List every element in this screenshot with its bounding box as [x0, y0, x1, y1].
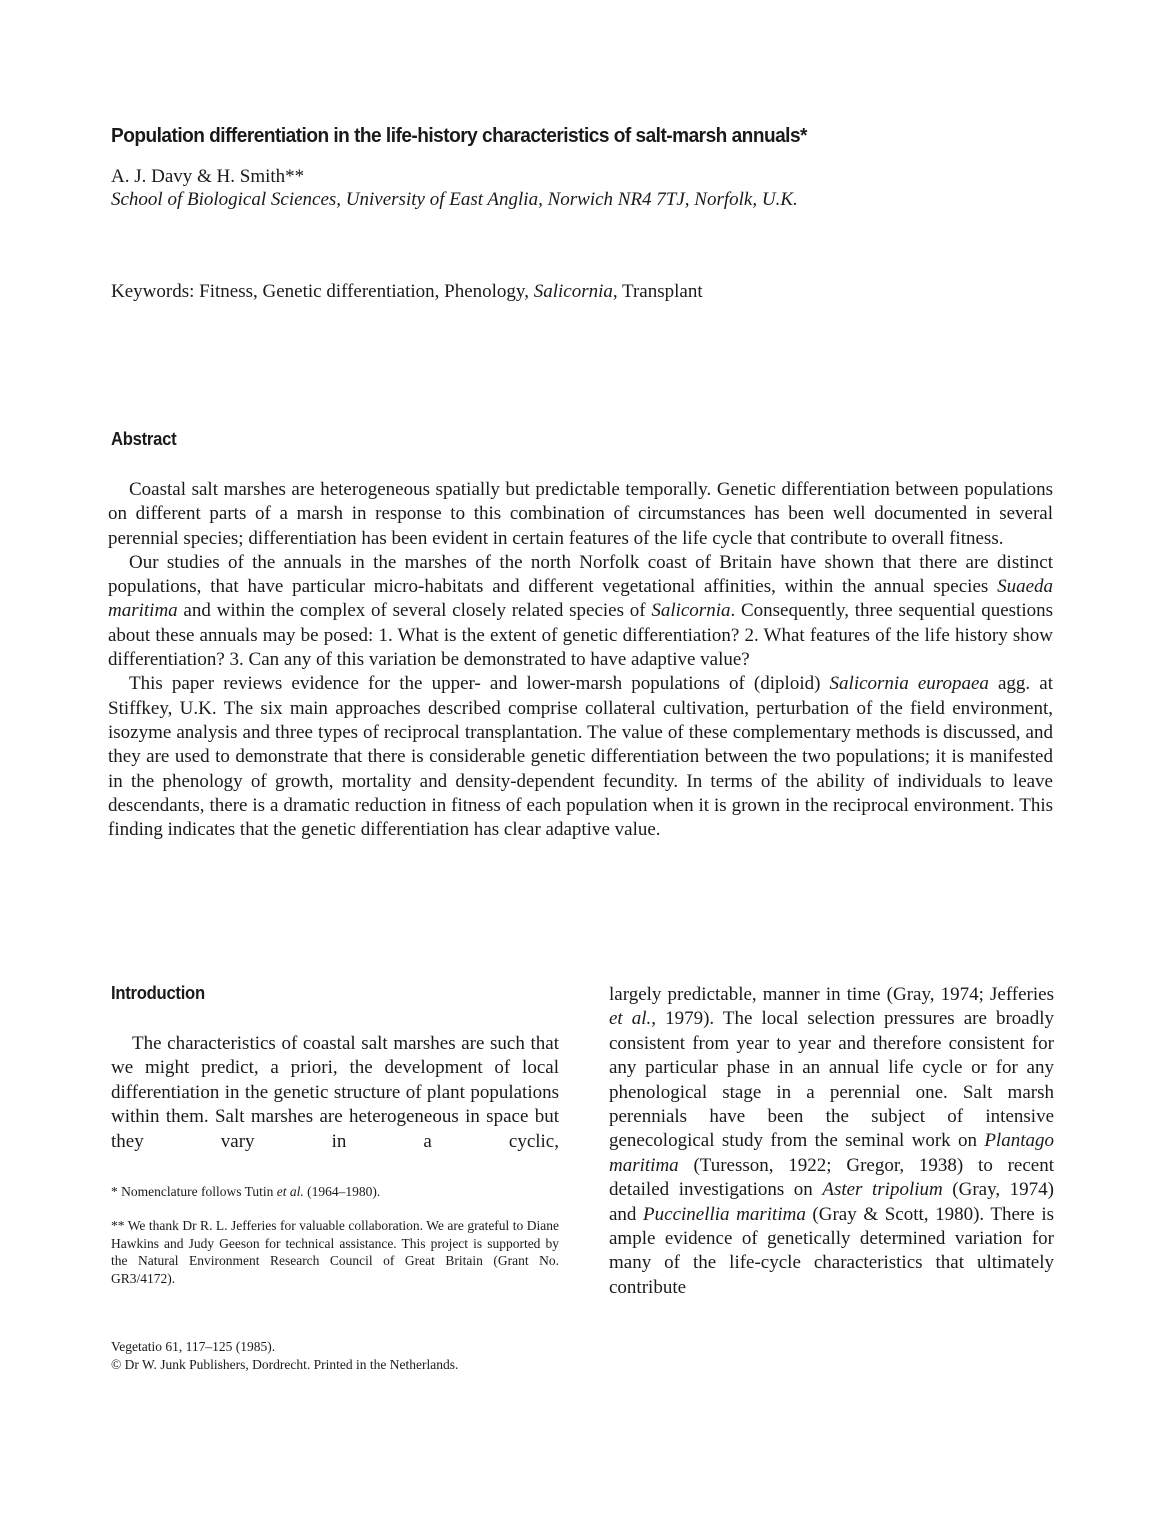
keywords-text: Fitness, Genetic differentiation, Phenology, — [199, 281, 534, 302]
journal-info — [111, 1338, 458, 1374]
text-run: agg. at Stiffkey, U.K. The six main approaches described comprise collateral cultivation, perturbation of the field environment, isozyme analysis and three types of reciprocal transplantation. The value of these complementary methods is discussed, and they are used to demonstrate that there is considerable genetic differentiation between the two populations; it is manifested in the phenology of growth, mortality and density-dependent fecundity. In terms of the ability of individuals to leave descendants, there is a dramatic reduction in fitness of each population when it is grown in the reciprocal environment. This finding indicates that the genetic differentiation has clear adaptive value. — [108, 673, 1054, 841]
abstract-body — [108, 478, 1053, 842]
species-name: Aster tripolium — [822, 1179, 943, 1201]
text-run: and within the complex of several closely related species of — [177, 600, 652, 622]
keyword-italic: Salicornia — [533, 281, 613, 302]
footnote-acknowledgements: ** We thank Dr R. L. Jefferies for valuable collaboration. We are grateful to Diane Hawkins and Judy Geeson for technical assistance. This project is supported by the Natural Environment Research Council of Great Britain (Grant No. GR3/4172). — [111, 1218, 559, 1286]
text-run: (Gray, 1974) and — [609, 1179, 1054, 1225]
species-name: Suaeda maritima — [108, 576, 1053, 622]
abstract-paragraph-2 — [108, 551, 1053, 672]
abstract-paragraph-3 — [108, 672, 1053, 842]
text-run: . Consequently, three sequential questions about these annuals may be posed: 1. What is the extent of genetic differentiation? 2. What features of the life history show differentiation? 3. Can any of this variation be demonstrated to have adaptive value? — [108, 600, 1053, 671]
text-run: , 1979). The local selection pressures are broadly consistent from year to year and therefore consistent for any particular phase in an annual life cycle or for any phenological stage in a perennial one. Salt marsh perennials have been the subject of intensive genecological study from the seminal work on — [609, 1008, 1054, 1152]
introduction-right-column — [609, 983, 1054, 1300]
introduction-paragraph-continued — [609, 983, 1054, 1300]
species-name: Salicornia europaea — [829, 673, 989, 695]
abstract-paragraph-1: Coastal salt marshes are heterogeneous spatially but predictable temporally. Genetic differentiation between populations on different parts of a marsh in response to this combination of circumstances has been well documented in several perennial species; differentiation has been evident in certain features of the life cycle that contribute to overall fitness. — [108, 479, 1053, 549]
text-run: (1964–1980). — [303, 1184, 381, 1199]
journal-citation: Vegetatio 61, 117–125 (1985). — [111, 1339, 276, 1354]
authors: A. J. Davy & H. Smith** — [111, 166, 305, 187]
keywords-tail: , Transplant — [612, 281, 703, 302]
affiliation: School of Biological Sciences, University of East Anglia, Norwich NR4 7TJ, Norfolk, U.K. — [111, 189, 798, 210]
text-run: (Gray & Scott, 1980). There is ample evidence of genetically determined variation for many of the life-cycle characteristics that ultimately contribute — [609, 1203, 1054, 1298]
species-name: Puccinellia maritima — [643, 1203, 806, 1225]
text-run: This paper reviews evidence for the upper- and lower-marsh populations of (diploid) — [129, 673, 830, 695]
genus-name: Salicornia — [651, 600, 731, 622]
journal-copyright: © Dr W. Junk Publishers, Dordrecht. Printed in the Netherlands. — [111, 1357, 459, 1372]
keywords — [111, 281, 703, 303]
footnote-nomenclature — [111, 1184, 380, 1200]
text-italic: et al. — [609, 1008, 652, 1030]
introduction-heading: Introduction — [111, 982, 205, 1003]
species-name: Plantago maritima — [609, 1130, 1054, 1176]
text-run: (Turesson, 1922; Gregor, 1938) to recent detailed investigations on — [609, 1154, 1054, 1201]
text-run: Our studies of the annuals in the marshes of the north Norfolk coast of Britain have shown that there are distinct populations, that have particular micro-habitats and different vegetational affinities, within the annual species — [108, 551, 1053, 598]
abstract-heading: Abstract — [111, 428, 177, 449]
paper-title: Population differentiation in the life-history characteristics of salt-marsh annuals* — [111, 124, 807, 147]
keywords-label: Keywords: — [111, 281, 200, 302]
introduction-left-column — [111, 1032, 559, 1154]
text-italic: et al. — [276, 1184, 304, 1199]
text-run: largely predictable, manner in time (Gray, 1974; Jefferies — [609, 984, 1054, 1005]
introduction-paragraph-1: The characteristics of coastal salt marshes are such that we might predict, a priori, the development of local differentiation in the genetic structure of plant populations within them. Salt marshes are heterogeneous in space but they vary in a cyclic, — [111, 1033, 559, 1152]
text-run: * Nomenclature follows Tutin — [111, 1184, 277, 1199]
